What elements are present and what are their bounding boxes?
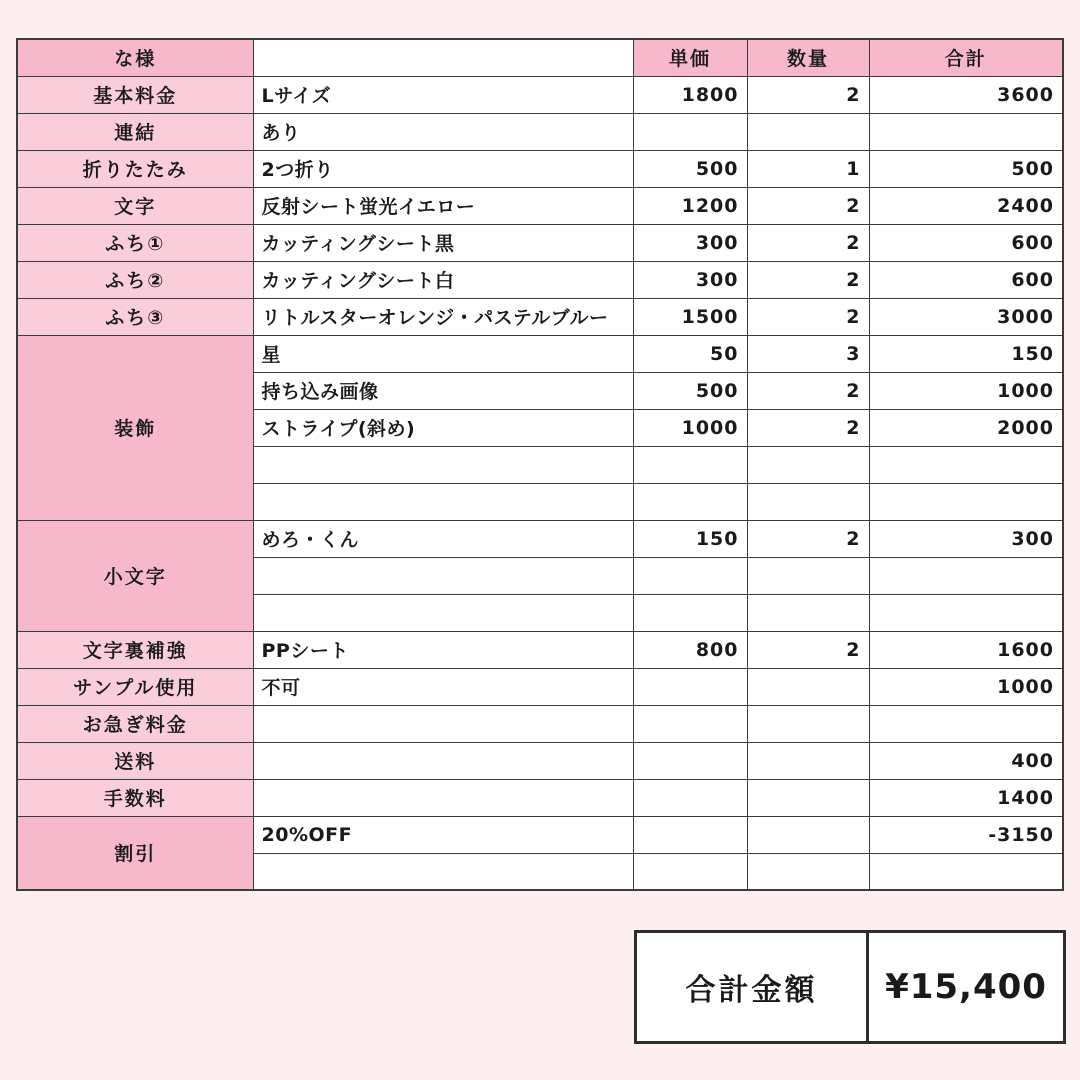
row-unit-price — [633, 557, 747, 594]
row-subtotal: 600 — [869, 224, 1063, 261]
row-unit-price: 150 — [633, 520, 747, 557]
row-description — [253, 557, 633, 594]
row-description: 不可 — [253, 668, 633, 705]
row-quantity — [747, 668, 869, 705]
row-label: 折りたたみ — [17, 150, 253, 187]
row-description: PPシート — [253, 631, 633, 668]
row-unit-price: 1500 — [633, 298, 747, 335]
decoration-group-label: 装飾 — [17, 335, 253, 520]
table-row — [17, 742, 1063, 779]
unit-price-header: 単価 — [633, 39, 747, 76]
row-subtotal: 500 — [869, 150, 1063, 187]
description-header — [253, 39, 633, 76]
row-description — [253, 594, 633, 631]
row-quantity: 2 — [747, 631, 869, 668]
table-row — [17, 113, 1063, 150]
row-label: お急ぎ料金 — [17, 705, 253, 742]
row-unit-price: 50 — [633, 335, 747, 372]
row-unit-price: 800 — [633, 631, 747, 668]
row-unit-price: 300 — [633, 261, 747, 298]
row-description: 持ち込み画像 — [253, 372, 633, 409]
table-row — [17, 520, 1063, 557]
row-description — [253, 446, 633, 483]
table-row — [17, 816, 1063, 853]
row-quantity — [747, 557, 869, 594]
discount-group-label: 割引 — [17, 816, 253, 890]
row-label: 基本料金 — [17, 76, 253, 113]
row-label: 送料 — [17, 742, 253, 779]
grand-total-box — [634, 930, 1066, 1044]
row-unit-price: 1800 — [633, 76, 747, 113]
table-row — [17, 705, 1063, 742]
row-description: ストライプ(斜め) — [253, 409, 633, 446]
row-quantity: 2 — [747, 409, 869, 446]
row-quantity: 2 — [747, 187, 869, 224]
row-quantity: 2 — [747, 224, 869, 261]
row-unit-price: 1000 — [633, 409, 747, 446]
row-description: リトルスターオレンジ・パステルブルー — [253, 298, 633, 335]
grand-total-value: ¥15,400 — [885, 967, 1047, 1007]
row-quantity: 1 — [747, 150, 869, 187]
row-quantity — [747, 446, 869, 483]
row-unit-price — [633, 742, 747, 779]
row-label: 文字裏補強 — [17, 631, 253, 668]
row-subtotal: 300 — [869, 520, 1063, 557]
row-unit-price — [633, 594, 747, 631]
subtotal-header: 合計 — [869, 39, 1063, 76]
row-subtotal: 1600 — [869, 631, 1063, 668]
table-row — [17, 224, 1063, 261]
row-description — [253, 779, 633, 816]
table-row — [17, 631, 1063, 668]
quantity-header: 数量 — [747, 39, 869, 76]
row-subtotal: 1400 — [869, 779, 1063, 816]
row-unit-price — [633, 668, 747, 705]
row-subtotal — [869, 557, 1063, 594]
row-label: ふち① — [17, 224, 253, 261]
row-description: Lサイズ — [253, 76, 633, 113]
row-quantity — [747, 483, 869, 520]
row-subtotal: 600 — [869, 261, 1063, 298]
small-text-group-label: 小文字 — [17, 520, 253, 631]
row-quantity — [747, 594, 869, 631]
row-description: カッティングシート白 — [253, 261, 633, 298]
row-quantity: 3 — [747, 335, 869, 372]
table-row — [17, 298, 1063, 335]
row-subtotal — [869, 446, 1063, 483]
row-description: 20%OFF — [253, 816, 633, 853]
row-label: ふち② — [17, 261, 253, 298]
order-table — [16, 38, 1064, 891]
row-subtotal — [869, 705, 1063, 742]
row-description — [253, 853, 633, 890]
row-quantity — [747, 742, 869, 779]
row-unit-price: 500 — [633, 150, 747, 187]
row-quantity: 2 — [747, 261, 869, 298]
row-description: 星 — [253, 335, 633, 372]
row-subtotal: 1000 — [869, 372, 1063, 409]
row-unit-price: 1200 — [633, 187, 747, 224]
row-subtotal — [869, 483, 1063, 520]
row-quantity: 2 — [747, 372, 869, 409]
row-quantity: 2 — [747, 298, 869, 335]
table-row — [17, 668, 1063, 705]
row-description: あり — [253, 113, 633, 150]
row-subtotal: 400 — [869, 742, 1063, 779]
row-label: 文字 — [17, 187, 253, 224]
row-quantity: 2 — [747, 76, 869, 113]
row-subtotal: 3600 — [869, 76, 1063, 113]
row-unit-price — [633, 483, 747, 520]
row-description — [253, 483, 633, 520]
row-subtotal — [869, 113, 1063, 150]
row-label: ふち③ — [17, 298, 253, 335]
row-subtotal: 2000 — [869, 409, 1063, 446]
row-unit-price — [633, 446, 747, 483]
row-unit-price — [633, 853, 747, 890]
row-description: カッティングシート黒 — [253, 224, 633, 261]
row-subtotal: 2400 — [869, 187, 1063, 224]
row-subtotal: -3150 — [869, 816, 1063, 853]
row-label: 手数料 — [17, 779, 253, 816]
row-unit-price — [633, 113, 747, 150]
row-subtotal — [869, 853, 1063, 890]
row-description: 反射シート蛍光イエロー — [253, 187, 633, 224]
row-quantity — [747, 816, 869, 853]
table-row — [17, 150, 1063, 187]
row-unit-price: 300 — [633, 224, 747, 261]
table-header-row — [17, 39, 1063, 76]
row-description: めろ・くん — [253, 520, 633, 557]
row-subtotal: 1000 — [869, 668, 1063, 705]
row-subtotal: 150 — [869, 335, 1063, 372]
table-row — [17, 76, 1063, 113]
row-quantity — [747, 779, 869, 816]
row-description — [253, 742, 633, 779]
row-unit-price: 500 — [633, 372, 747, 409]
row-description: 2つ折り — [253, 150, 633, 187]
row-subtotal: 3000 — [869, 298, 1063, 335]
grand-total-label: 合計金額 — [637, 933, 869, 1041]
table-row — [17, 335, 1063, 372]
row-quantity — [747, 705, 869, 742]
row-unit-price — [633, 705, 747, 742]
row-subtotal — [869, 594, 1063, 631]
row-description — [253, 705, 633, 742]
customer-name-header: な様 — [17, 39, 253, 76]
table-row — [17, 187, 1063, 224]
table-row — [17, 261, 1063, 298]
row-quantity — [747, 853, 869, 890]
row-quantity: 2 — [747, 520, 869, 557]
row-unit-price — [633, 816, 747, 853]
row-unit-price — [633, 779, 747, 816]
row-label: サンプル使用 — [17, 668, 253, 705]
table-row — [17, 779, 1063, 816]
row-label: 連結 — [17, 113, 253, 150]
row-quantity — [747, 113, 869, 150]
